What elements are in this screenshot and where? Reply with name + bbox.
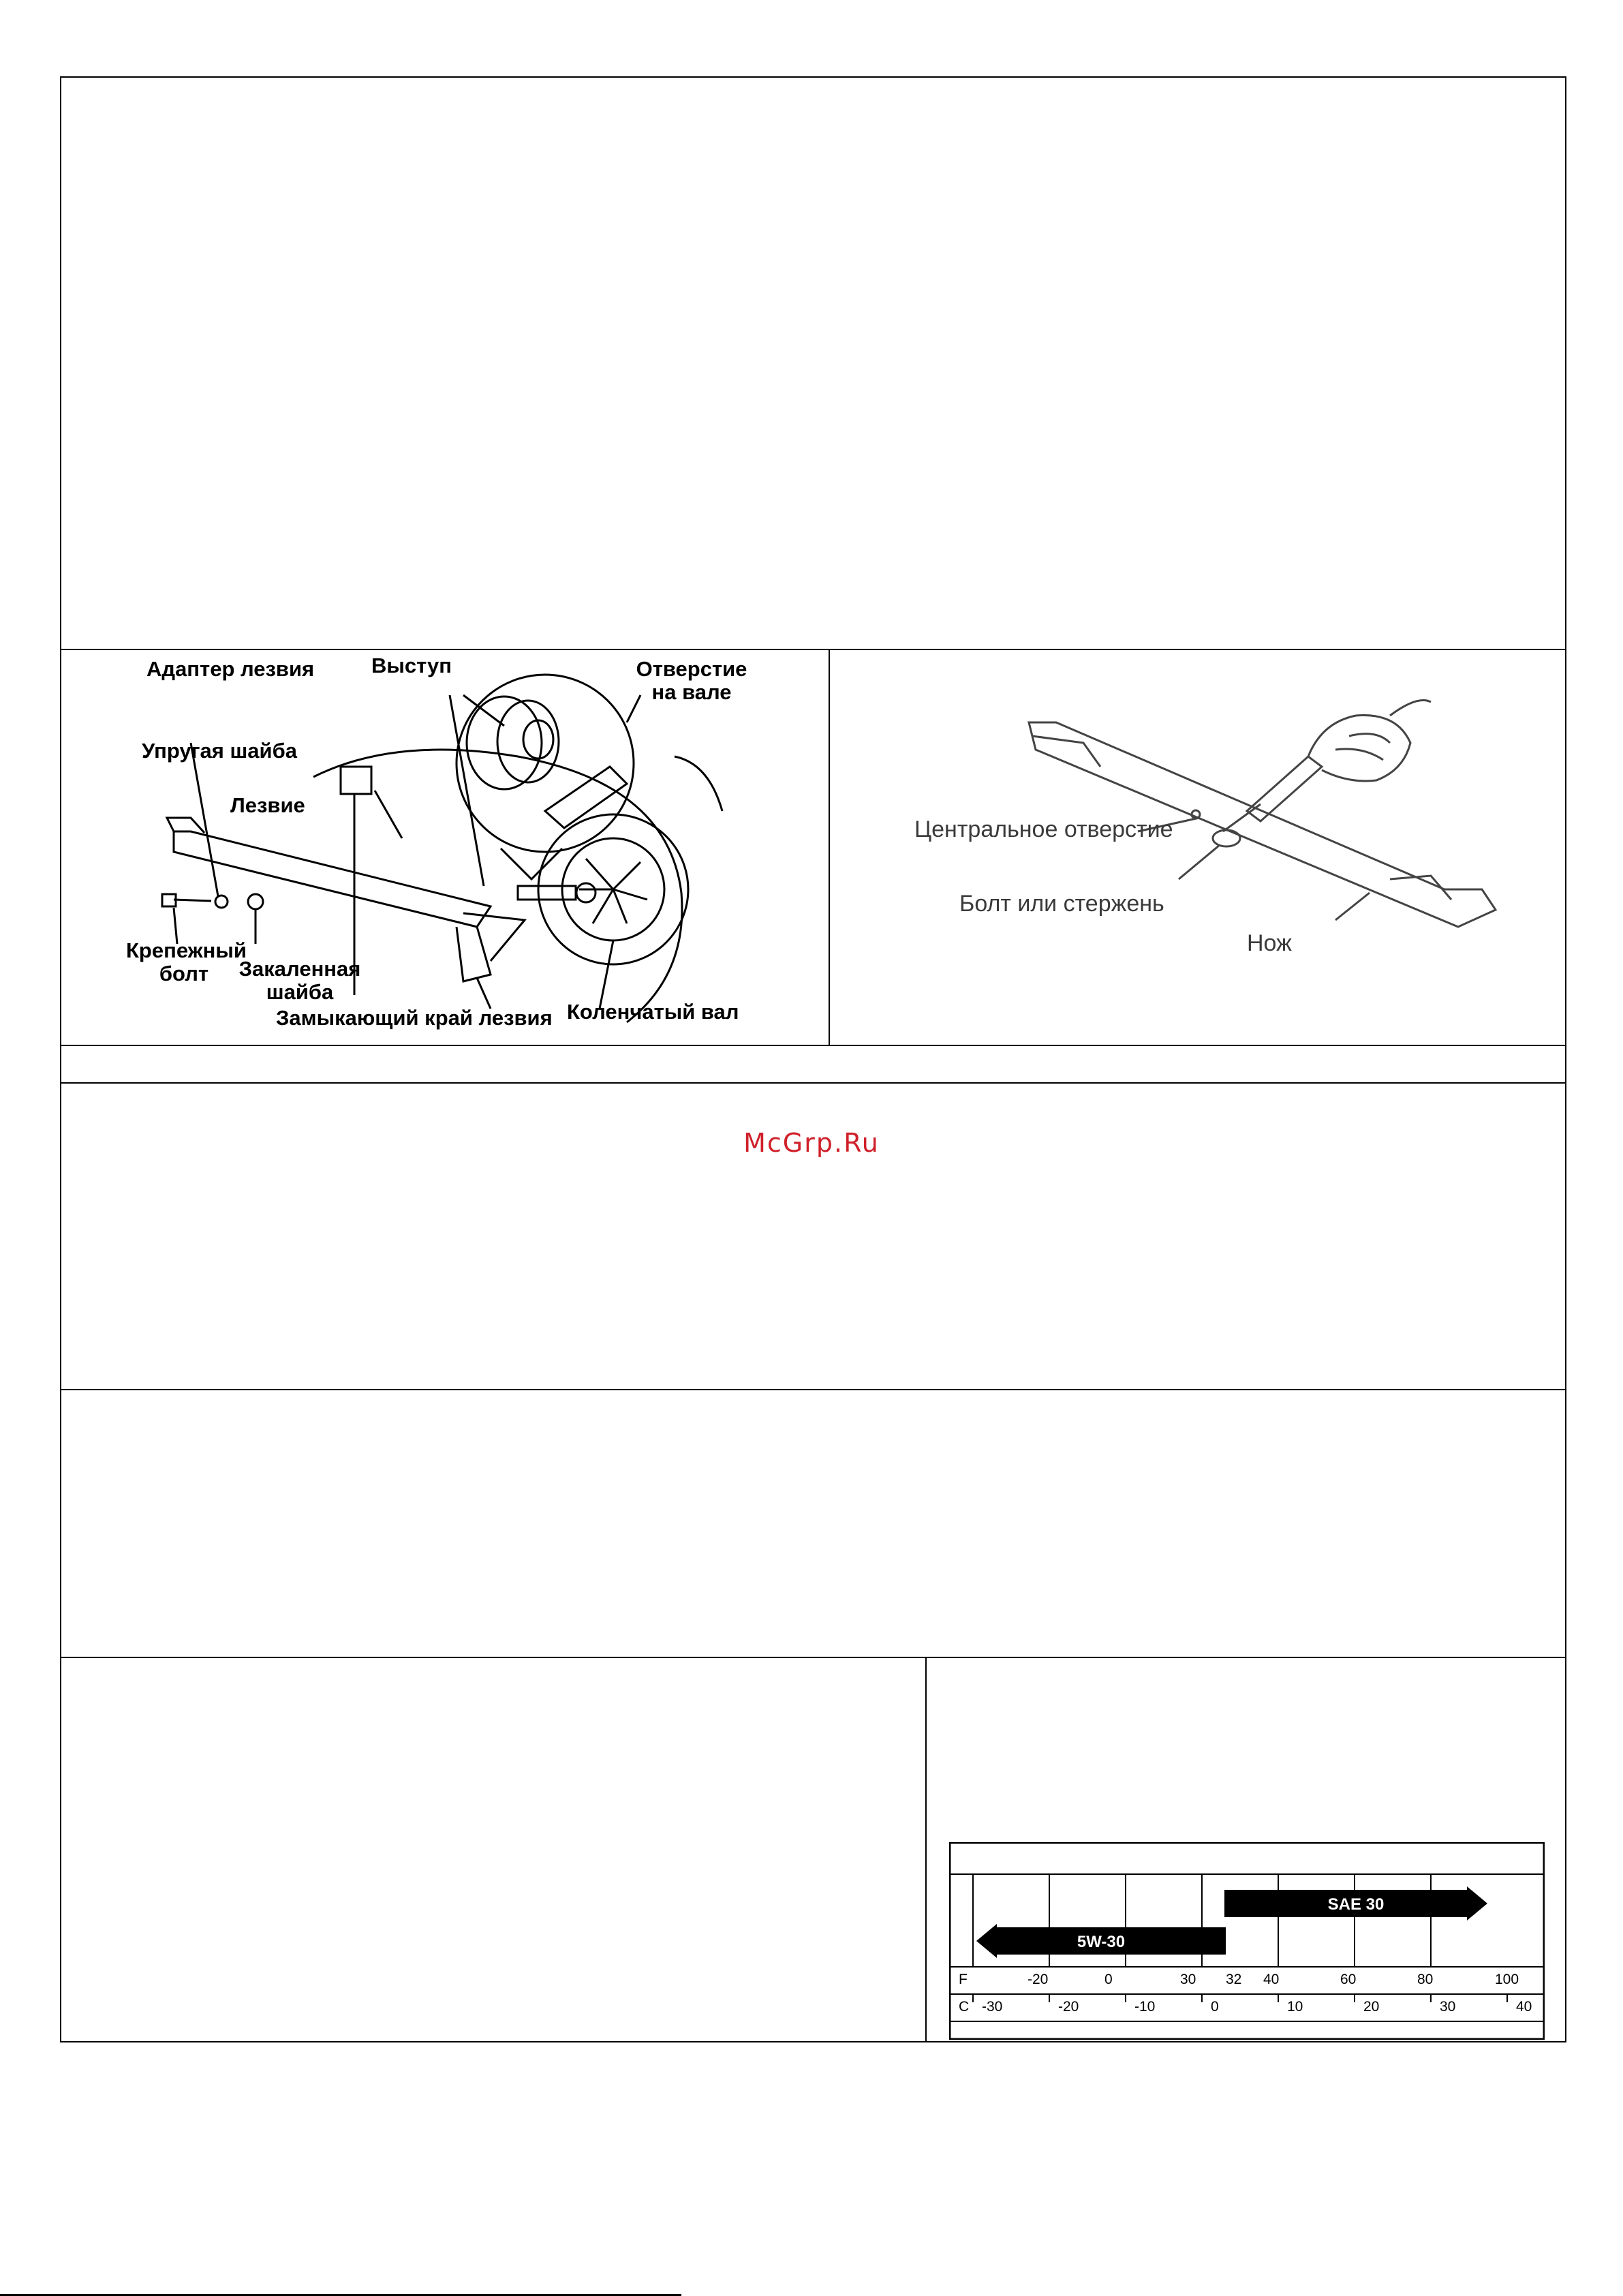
c-tick-label: -10	[1134, 1999, 1156, 2015]
row-divider	[60, 1389, 1566, 1390]
blade-assembly-figure	[109, 654, 824, 1043]
c-tick-label: -30	[982, 1999, 1003, 2015]
f-tick-label: 0	[1104, 1972, 1113, 1987]
f-tick-label: -20	[1027, 1972, 1049, 1987]
label-bolt-or-rod: Болт или стержень	[959, 891, 1164, 917]
label-hardened-washer-line2: шайба	[266, 980, 334, 1004]
label-shaft-hole	[627, 658, 756, 704]
oil-bar-label: 5W-30	[1077, 1933, 1126, 1951]
oil-bar-label: SAE 30	[1327, 1895, 1385, 1914]
c-tick-label: 20	[1363, 1999, 1380, 2015]
f-tick-label: 100	[1495, 1972, 1519, 1987]
label-fastening-bolt-line2: болт	[159, 962, 209, 985]
watermark: McGrp.Ru	[743, 1128, 880, 1158]
f-tick-label: 80	[1417, 1972, 1434, 1987]
c-tick-label: 30	[1440, 1999, 1456, 2015]
c-tick-label: 10	[1287, 1999, 1303, 2015]
label-knife: Нож	[1247, 930, 1292, 956]
row-divider	[60, 1082, 1566, 1084]
f-tick-label: 60	[1340, 1972, 1357, 1987]
label-fastening-bolt	[126, 938, 247, 985]
blade-balance-drawing	[913, 695, 1513, 995]
f-tick-label: 30	[1180, 1972, 1196, 1987]
c-tick-label: 0	[1211, 1999, 1219, 2015]
label-hardened-washer-line1: Закаленная	[238, 957, 361, 981]
c-row-label: C	[959, 1999, 970, 2015]
c-tick-label: -20	[1058, 1999, 1079, 2015]
row-divider	[60, 1045, 1566, 1046]
label-center-hole: Центральное отверстие	[914, 816, 1173, 842]
label-blade: Лезвие	[230, 793, 305, 817]
label-shaft-hole-line1: Отверстие	[636, 657, 747, 681]
row-divider	[60, 649, 1566, 650]
row-divider	[60, 1657, 1566, 1658]
oil-chart-svg	[949, 1842, 1545, 2040]
label-boss: Выступ	[371, 654, 452, 677]
label-spring-washer: Упругая шайба	[142, 739, 297, 763]
c-tick-label: 40	[1516, 1999, 1532, 2015]
oil-viscosity-chart	[949, 1842, 1545, 2040]
column-divider	[925, 1657, 927, 2042]
label-fastening-bolt-line1: Крепежный	[126, 938, 247, 962]
table-frame	[60, 76, 1566, 2042]
f-tick-label: 40	[1263, 1972, 1280, 1987]
column-divider	[829, 649, 830, 1045]
blade-balance-figure	[913, 695, 1513, 995]
label-locking-edge: Замыкающий край лезвия	[276, 1006, 553, 1030]
label-shaft-hole-line2: на вале	[651, 680, 732, 704]
label-crankshaft: Коленчатый вал	[567, 1000, 739, 1024]
label-hardened-washer	[235, 958, 365, 1004]
f-tick-label: 32	[1226, 1972, 1242, 1987]
f-row-label: F	[959, 1972, 968, 1987]
label-blade-adapter: Адаптер лезвия	[146, 657, 315, 681]
